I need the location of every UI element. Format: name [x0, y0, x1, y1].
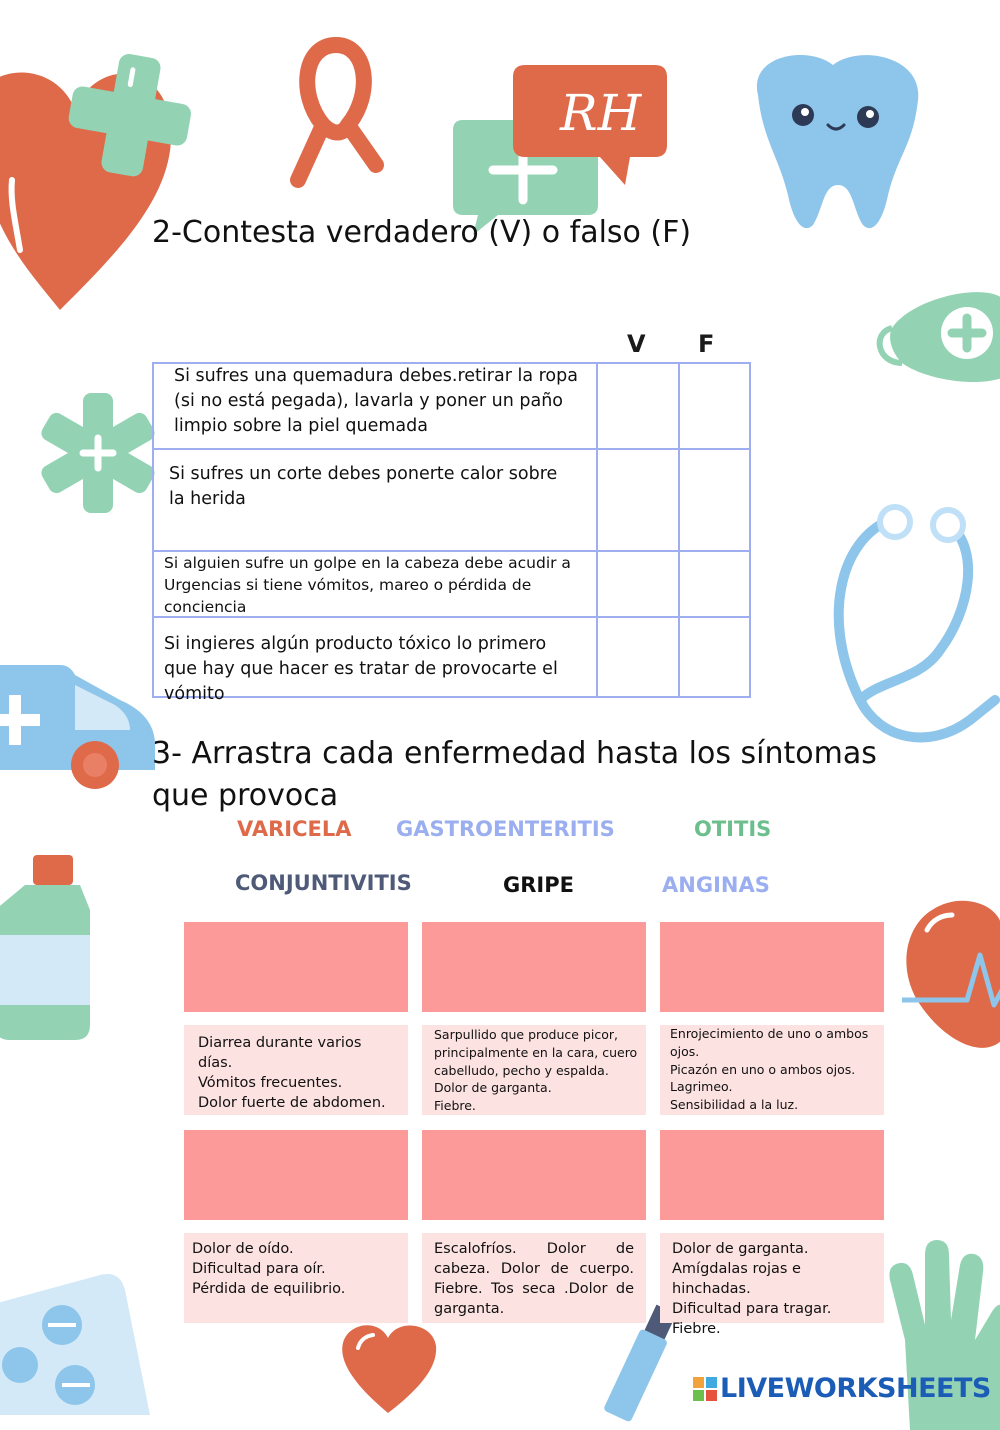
ambulance-icon [0, 660, 160, 800]
answer-cell-f[interactable] [680, 364, 749, 448]
draggable-word-gripe[interactable]: GRIPE [503, 873, 574, 897]
answer-cell-f[interactable] [680, 450, 749, 550]
tooth-icon [738, 45, 938, 245]
drop-zone[interactable] [184, 922, 408, 1012]
section-3-title: 3- Arrastra cada enfermedad hasta los síntomas que provoca [152, 736, 877, 813]
medicine-bottle-icon [0, 850, 105, 1050]
drop-zone[interactable] [660, 922, 884, 1012]
table-row [154, 616, 749, 704]
answer-cell-v[interactable] [598, 364, 680, 448]
answer-cell-v[interactable] [598, 450, 680, 550]
table-row [154, 364, 749, 448]
heart-rate-icon [902, 890, 1000, 1090]
column-header-f: F [698, 330, 715, 358]
symptom-box: Dolor de garganta. Amígdalas rojas e hinchadas. Dificultad para tragar. Fiebre. [660, 1233, 884, 1323]
svg-text:RH: RH [560, 84, 642, 142]
drop-zone[interactable] [184, 1130, 408, 1220]
statement-text: Si sufres un corte debes ponerte calor sobre la herida [154, 450, 598, 550]
drop-zone[interactable] [422, 1130, 646, 1220]
table-row [154, 550, 749, 616]
symptom-box: Enrojecimiento de uno o ambos ojos. Picazón en uno o ambos ojos. Lagrimeo. Sensibilidad a la luz. [660, 1025, 884, 1115]
table-row [154, 448, 749, 550]
answer-cell-v[interactable] [598, 618, 680, 698]
medical-star-icon [38, 390, 158, 520]
statement-text: Si ingieres algún producto tóxico lo primero que hay que hacer es tratar de provocarte el vómito [154, 618, 598, 698]
statement-text: Si sufres una quemadura debes.retirar la ropa (si no está pegada), lavarla y poner un paño limpio sobre la piel quemada [154, 364, 598, 448]
face-mask-icon [872, 278, 1000, 408]
symptom-box: Diarrea durante varios días. Vómitos frecuentes. Dolor fuerte de abdomen. [184, 1025, 408, 1115]
answer-cell-f[interactable] [680, 618, 749, 698]
section-2-title: 2-Contesta verdadero (V) o falso (F) [152, 215, 692, 250]
true-false-table [152, 362, 751, 704]
drop-zone[interactable] [422, 922, 646, 1012]
liveworksheets-logo-icon [693, 1377, 717, 1401]
symptom-box: Dolor de oído. Dificultad para oír. Pérdida de equilibrio. [184, 1233, 408, 1323]
statement-text: Si alguien sufre un golpe en la cabeza debe acudir a Urgencias si tiene vómitos, mareo o pérdida de conciencia [154, 552, 598, 616]
heart-with-cross-icon [0, 0, 200, 330]
draggable-word-varicela[interactable]: VARICELA [237, 817, 352, 841]
draggable-word-gastroenteritis[interactable]: GASTROENTERITIS [396, 817, 615, 841]
drop-zone[interactable] [660, 1130, 884, 1220]
symptom-box: Escalofríos. Dolor de cabeza. Dolor de cuerpo. Fiebre. Tos seca .Dolor de garganta. [422, 1233, 646, 1323]
draggable-word-otitis[interactable]: OTITIS [694, 817, 772, 841]
pill-pack-icon [0, 1275, 150, 1415]
logo-text: LIVEWORKSHEETS [720, 1373, 991, 1404]
rh-chat-bubble-icon [505, 55, 675, 195]
draggable-word-anginas[interactable]: ANGINAS [662, 873, 770, 897]
awareness-ribbon-icon [278, 35, 398, 195]
draggable-word-conjuntivitis[interactable]: CONJUNTIVITIS [235, 871, 412, 895]
small-heart-icon [338, 1318, 448, 1418]
liveworksheets-logo [693, 1373, 991, 1404]
symptom-box: Sarpullido que produce picor, principalmente en la cara, cuero cabelludo, pecho y espalda. Dolor de garganta. Fiebre. [422, 1025, 646, 1115]
answer-cell-f[interactable] [680, 552, 749, 616]
column-header-v: V [627, 330, 646, 358]
answer-cell-v[interactable] [598, 552, 680, 616]
